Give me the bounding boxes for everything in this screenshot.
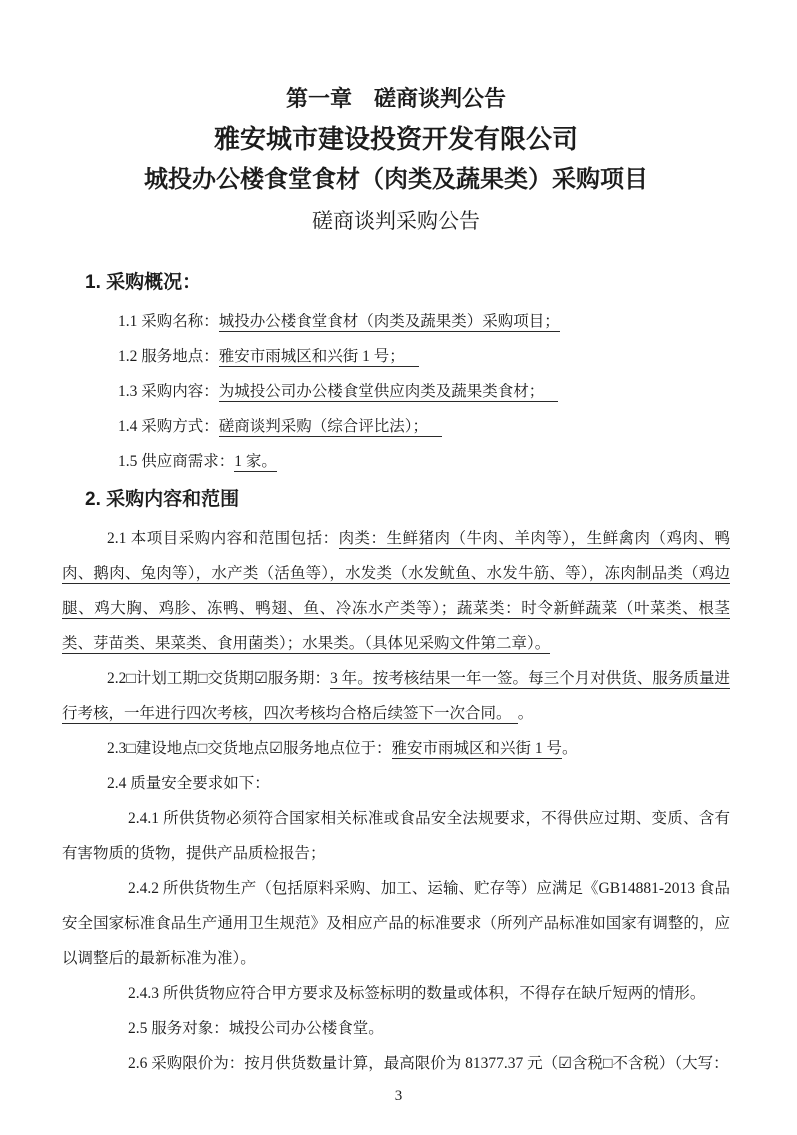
clause-1-5 [62, 444, 730, 479]
clause-2-1 [62, 521, 730, 661]
clause-2-2 [62, 661, 730, 731]
clause-1-5-value: 1 家。 [234, 453, 277, 470]
chapter-heading: 第一章 磋商谈判公告 [285, 86, 506, 111]
clause-2-2-value: 3 年。按考核结果一年一签。每三个月对供货、服务质量进行考核，一年进行四次考核，四次考核均合格后续签下一次合同。 [62, 670, 730, 722]
clause-1-5-label: 1.5 供应商需求： [118, 453, 235, 470]
clause-1-1-value: 城投办公楼食堂食材（肉类及蔬果类）采购项目； [218, 313, 560, 330]
clause-2-6: 2.6 采购限价为：按月供货数量计算，最高限价为 81377.37 元（☑含税□不含税）（大写： [128, 1055, 729, 1072]
clause-2-4-1: 2.4.1 所供货物必须符合国家相关标准或食品安全法规要求，不得供应过期、变质、含有有害物质的货物，提供产品质检报告； [62, 810, 730, 862]
clause-2-4-2: 2.4.2 所供货物生产（包括原料采购、加工、运输、贮存等）应满足《GB14881-2013 食品安全国家标准食品生产通用卫生规范》及相应产品的标准要求（所列产品标准如国家有调整的，应以调整后的最新标准为准）。 [62, 880, 730, 967]
clause-1-3-value: 为城投公司办公楼食堂供应肉类及蔬果类食材； [219, 383, 559, 402]
clause-2-5: 2.5 服务对象：城投公司办公楼食堂。 [128, 1020, 384, 1037]
announcement-subtitle: 磋商谈判采购公告 [312, 210, 480, 233]
section-2-heading: 2. 采购内容和范围 [85, 489, 240, 510]
clause-2-2-suffix: 。 [517, 705, 534, 722]
section-1-heading: 1. 采购概况： [85, 272, 202, 293]
clause-2-1-value: 肉类：生鲜猪肉（牛肉、羊肉等），生鲜禽肉（鸡肉、鸭肉、鹅肉、兔肉等），水产类（活鱼等），水发类（水发鱿鱼、水发牛筋、等），冻肉制品类（鸡边腿、鸡大胸、鸡胗、冻鸭、鸭翅、鱼、冷冻水产类等）；蔬菜类：时令新鲜蔬菜（叶菜类、根茎类、芽苗类、果菜类、食用菌类）；水果类。（具体见采购文件第二章）。 [62, 530, 730, 652]
clause-1-2 [62, 339, 730, 374]
clause-1-1-label: 1.1 采购名称： [118, 313, 219, 330]
clause-1-4 [62, 409, 730, 444]
clause-1-4-value: 磋商谈判采购（综合评比法）； [219, 418, 442, 437]
clause-2-3-suffix: 。 [562, 740, 578, 757]
clause-1-2-label: 1.2 服务地点： [118, 348, 219, 365]
company-title: 雅安城市建设投资开发有限公司 [213, 125, 578, 154]
clause-1-3 [62, 374, 730, 409]
clause-2-3-value: 雅安市雨城区和兴街 1 号 [391, 740, 563, 757]
clause-2-3 [62, 731, 730, 766]
clause-2-4-3: 2.4.3 所供货物应符合甲方要求及标签标明的数量或体积，不得存在缺斤短两的情形。 [128, 985, 706, 1002]
clause-1-1 [62, 304, 730, 339]
clause-2-4: 2.4 质量安全要求如下： [107, 775, 270, 792]
clause-1-4-label: 1.4 采购方式： [118, 418, 219, 435]
project-title: 城投办公楼食堂食材（肉类及蔬果类）采购项目 [144, 167, 648, 193]
clause-2-1-label: 2.1 本项目采购内容和范围包括： [107, 530, 339, 547]
clause-1-2-value: 雅安市雨城区和兴街 1 号； [219, 348, 419, 367]
page-number: 3 [394, 1088, 403, 1104]
clause-2-3-label: 2.3□建设地点□交货地点☑服务地点位于： [107, 740, 392, 757]
clause-1-3-label: 1.3 采购内容： [118, 383, 219, 400]
clause-2-2-label: 2.2□计划工期□交货期☑服务期： [107, 670, 331, 687]
